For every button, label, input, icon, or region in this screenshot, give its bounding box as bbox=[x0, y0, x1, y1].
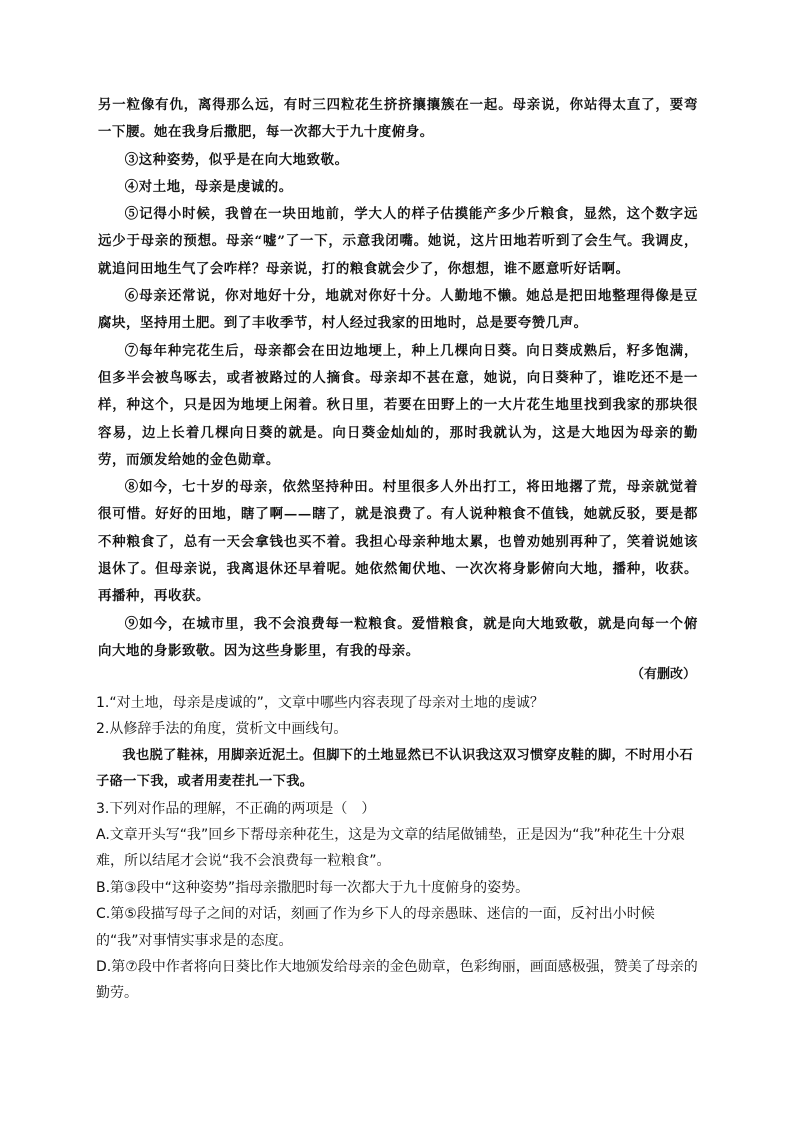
question-1: 1.“对土地，母亲是虔诚的”，文章中哪些内容表现了母亲对土地的虔诚？ bbox=[96, 695, 544, 711]
question-3: 3.下列对作品的理解，不正确的两项是（ ） bbox=[96, 800, 376, 817]
passage-paragraph: 另一粒像有仇，离得那么远，有时三四粒花生挤挤攘攘簇在一起。母亲说，你站得太直了，要弯一下腰。她在我身后撒肥，每一次都大于九十度俯身。 bbox=[98, 97, 698, 141]
source-note: （有删改） bbox=[630, 667, 696, 682]
option-c: C.第⑤段描写母子之间的对话，刻画了作为乡下人的母亲愚昧、迷信的一面，反衬出小时候的“我”对事情实事求是的态度。 bbox=[96, 906, 655, 949]
option-b: B.第③段中“这种姿势”指母亲撒肥时每一次都大于九十度俯身的姿势。 bbox=[96, 879, 530, 896]
question-2: 2.从修辞手法的角度，赏析文中画线句。 bbox=[96, 721, 348, 738]
passage-paragraph: ⑦每年种完花生后，母亲都会在田边地埂上，种上几棵向日葵。向日葵成熟后，籽多饱满，但多半会被鸟啄去，或者被路过的人摘食。母亲却不甚在意，她说，向日葵种了，谁吃还不是一样，种这个，只是因为地埂上闲着。秋日里，若要在田野上的一大片花生地里找到我家的那块很容易，边上长着几棵向日葵的就是。向日葵金灿灿的，那时我就认为，这是大地因为母亲的勤劳，而颁发给她的金色勋章。 bbox=[98, 342, 698, 468]
passage-paragraph: ⑤记得小时候，我曾在一块田地前，学大人的样子估摸能产多少斤粮食，显然，这个数字远远少于母亲的预想。母亲“嘘”了一下，示意我闭嘴。她说，这片田地若听到了会生气。我调皮，就追问田地生气了会咋样？母亲说，打的粮食就会少了，你想想，谁不愿意听好话啊。 bbox=[98, 206, 698, 277]
passage-paragraph: ④对土地，母亲是虔诚的。 bbox=[124, 178, 293, 195]
option-a: A.文章开头写“我”回乡下帮母亲种花生，这是为文章的结尾做铺垫，正是因为“我”种花生十分艰难，所以结尾才会说“我不会浪费每一粒粮食”。 bbox=[96, 827, 685, 870]
passage-paragraph: ⑧如今，七十岁的母亲，依然坚持种田。村里很多人外出打工，将田地撂了荒，母亲就觉着很可惜。好好的田地，瞎了啊——瞎了，就是浪费了。有人说种粮食不值钱，她就反驳，要是都不种粮食了，总有一天会拿钱也买不着。我担心母亲种地太累，也曾劝她别再种了，笑着说她该退休了。但母亲说，我离退休还早着呢。她依然匍伏地、一次次将身影俯向大地，播种，收获。再播种，再收获。 bbox=[98, 479, 698, 605]
question-2-quote: 我也脱了鞋袜，用脚亲近泥土。但脚下的土地显然已不认识我这双习惯穿皮鞋的脚，不时用小石子硌一下我，或者用麦茬扎一下我。 bbox=[96, 747, 694, 790]
passage-paragraph: ⑥母亲还常说，你对地好十分，地就对你好十分。人勤地不懒。她总是把田地整理得像是豆腐块，坚持用土肥。到了丰收季节，村人经过我家的田地时，总是要夸赞几声。 bbox=[98, 288, 698, 332]
passage-paragraph: ⑨如今，在城市里，我不会浪费每一粒粮食。爱惜粮食，就是向大地致敬，就是向每一个俯向大地的身影致敬。因为这些身影里，有我的母亲。 bbox=[98, 615, 698, 659]
question-section bbox=[96, 690, 700, 1007]
reading-passage bbox=[98, 92, 698, 665]
passage-paragraph: ③这种姿势，似乎是在向大地致敬。 bbox=[124, 151, 349, 168]
option-d: D.第⑦段中作者将向日葵比作大地颁发给母亲的金色勋章，色彩绚丽，画面感极强，赞美了母亲的勤劳。 bbox=[96, 959, 698, 1002]
